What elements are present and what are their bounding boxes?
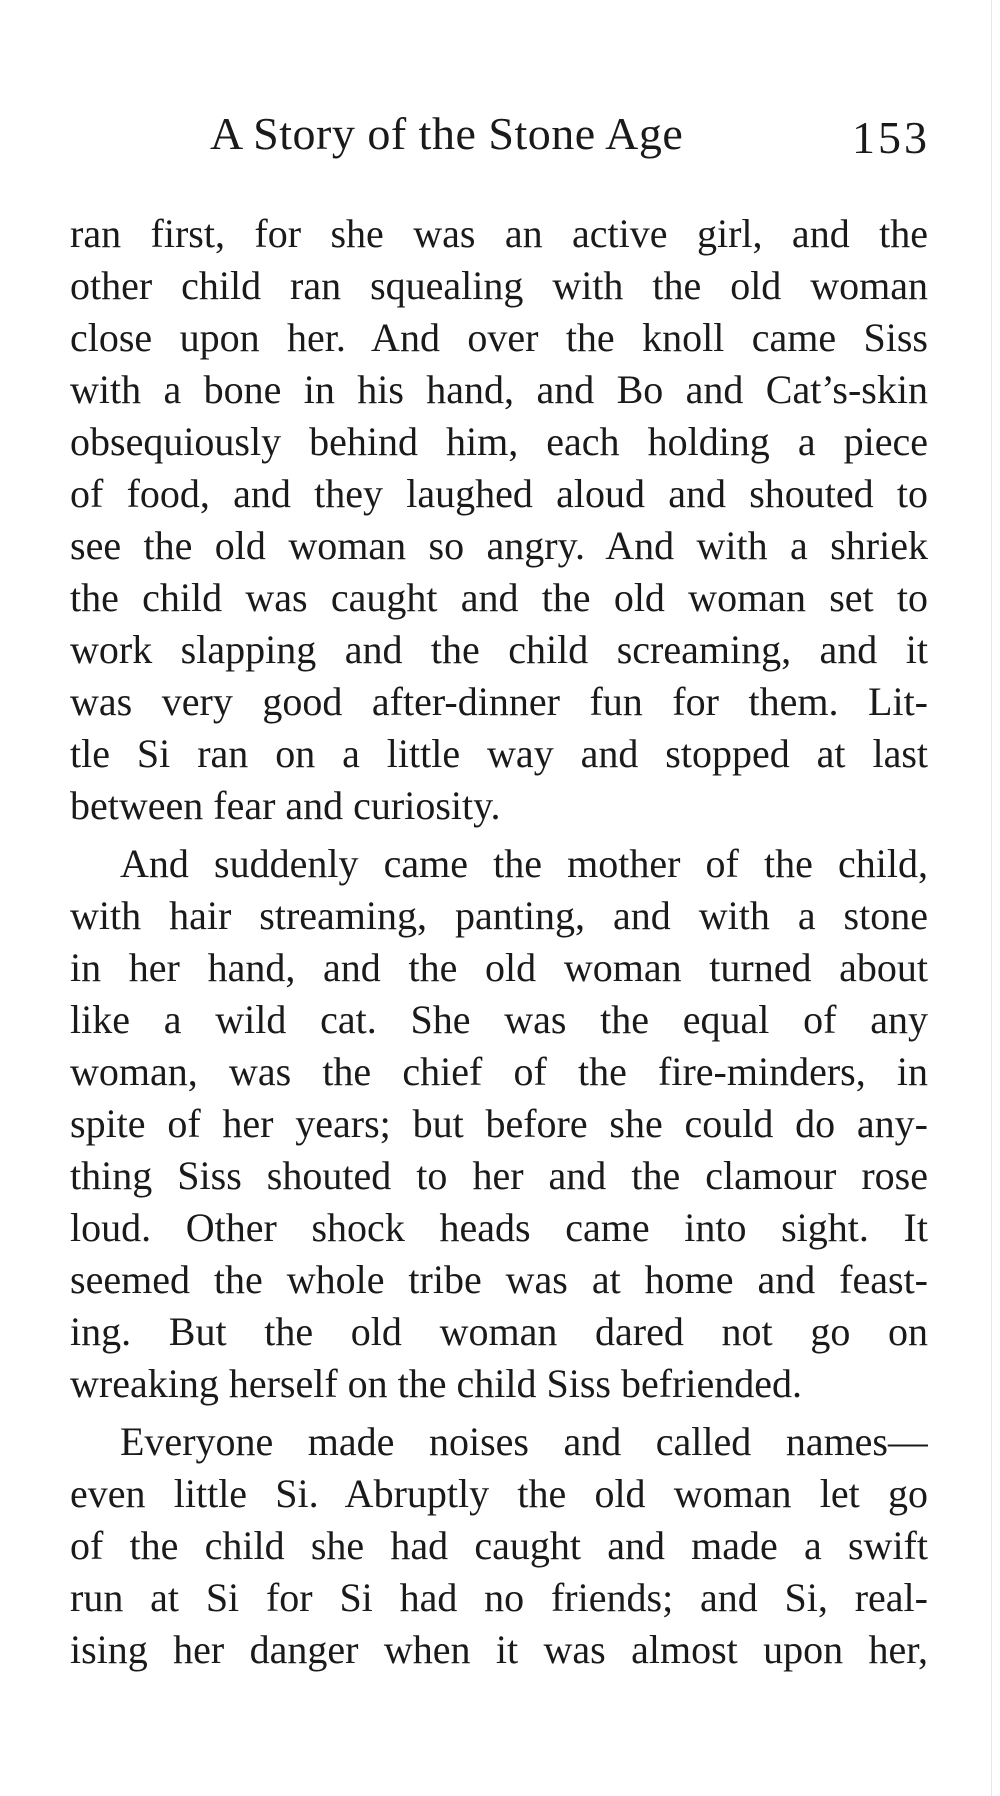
text-line: wreaking herself on the child Siss befriended. [70,1361,803,1406]
text-line: seemed the whole tribe was at home and feast- [70,1257,928,1302]
text-line: tle Si ran on a little way and stopped at last [70,731,928,776]
text-line: woman, was the chief of the fire-minders, in [70,1049,928,1094]
text-line: And suddenly came the mother of the child, [120,841,928,886]
page-number: 153 [852,112,930,163]
page-edge-line [991,0,992,1796]
text-line: with a bone in his hand, and Bo and Cat’s-skin [70,367,928,412]
text-line: between fear and curiosity. [70,783,501,828]
running-head [210,104,930,164]
text-line: ran first, for she was an active girl, and the [70,211,928,256]
text-line: the child was caught and the old woman set to [70,575,928,620]
text-line: obsequiously behind him, each holding a piece [70,419,928,464]
running-title: A Story of the Stone Age [210,108,684,159]
text-line: was very good after-dinner fun for them. Lit- [70,679,928,724]
paragraph-3 [70,1416,928,1676]
text-line: see the old woman so angry. And with a shriek [70,523,928,568]
paragraph-1 [70,208,928,832]
text-line: other child ran squealing with the old woman [70,263,928,308]
text-line: run at Si for Si had no friends; and Si, real- [70,1575,928,1620]
text-line: with hair streaming, panting, and with a stone [70,893,928,938]
text-line: close upon her. And over the knoll came Siss [70,315,928,360]
body-text [70,208,928,1676]
text-line: ising her danger when it was almost upon her, [70,1627,928,1672]
text-line: Everyone made noises and called names— [120,1419,928,1464]
text-line: spite of her years; but before she could do any- [70,1101,928,1146]
paragraph-2 [70,838,928,1410]
text-line: of the child she had caught and made a swift [70,1523,928,1568]
text-line: even little Si. Abruptly the old woman let go [70,1471,928,1516]
text-line: like a wild cat. She was the equal of any [70,997,928,1042]
text-line: in her hand, and the old woman turned about [70,945,928,990]
text-line: ing. But the old woman dared not go on [70,1309,928,1354]
text-line: thing Siss shouted to her and the clamour rose [70,1153,928,1198]
text-line: of food, and they laughed aloud and shouted to [70,471,928,516]
text-line: loud. Other shock heads came into sight. It [70,1205,928,1250]
text-line: work slapping and the child screaming, and it [70,627,928,672]
